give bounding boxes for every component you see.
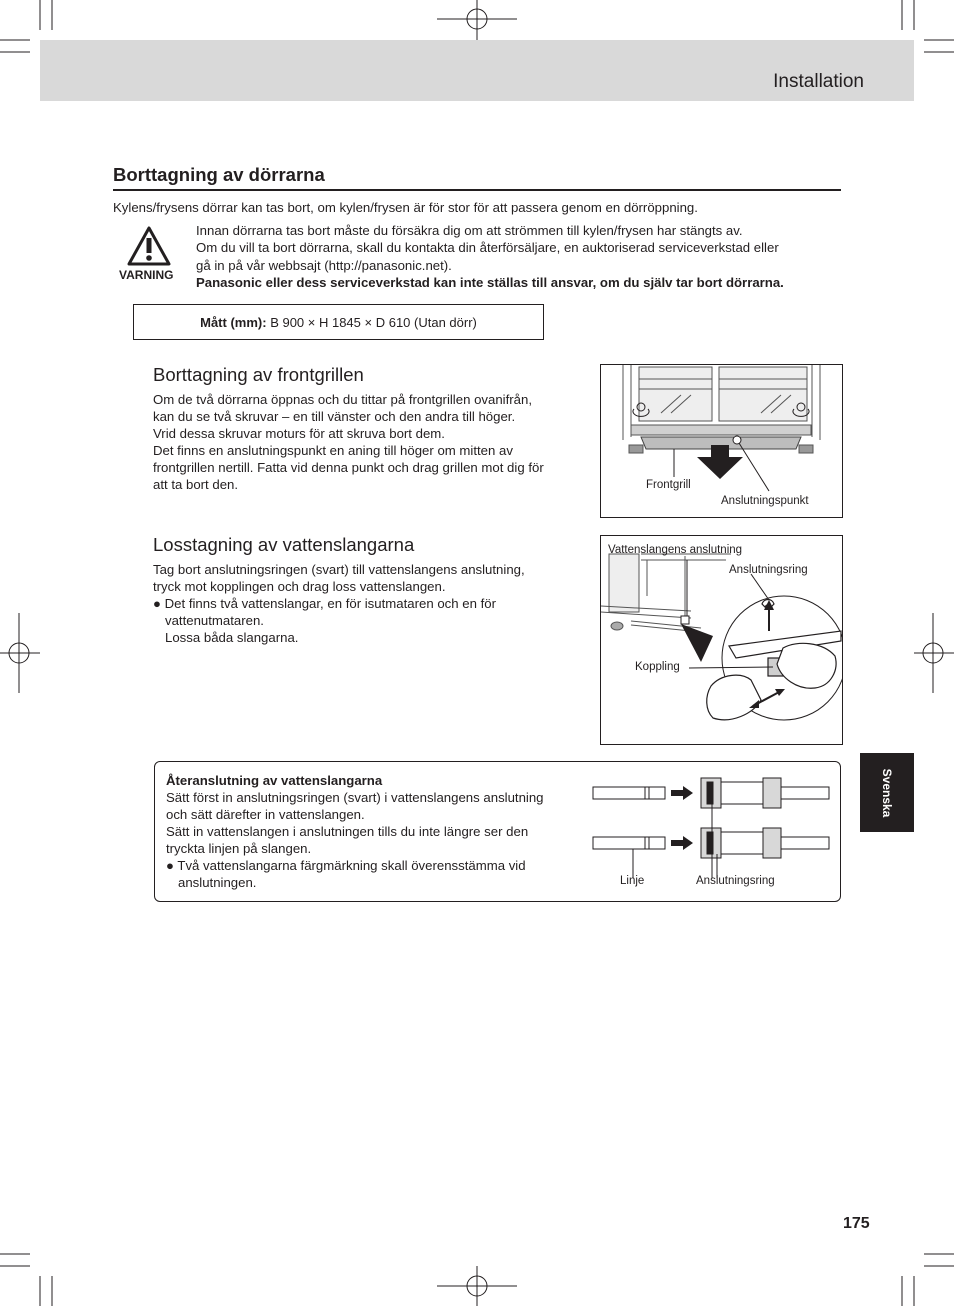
- warning-text: [196, 222, 841, 291]
- warning-line: Innan dörrarna tas bort måste du försäkra dig om att strömmen till kylen/frysen har stängts av.: [196, 223, 743, 238]
- warning-line: Om du vill ta bort dörrarna, skall du kontakta din återförsäljare, en auktoriserad serviceverkstad eller: [196, 240, 779, 256]
- header-title: Installation: [773, 71, 864, 92]
- warning-line: gå in på vår webbsajt (http://panasonic.net).: [196, 257, 452, 273]
- hoses-bullet: ● Det finns två vattenslangar, en för isutmataren och en för: [153, 596, 496, 611]
- note-bullet: ● Två vattenslangarna färgmärkning skall överensstämma vid: [166, 858, 526, 873]
- note-line: Sätt in vattenslangen i anslutningen tills du inte längre ser den: [166, 824, 529, 839]
- hoses-title: Losstagning av vattenslangarna: [153, 534, 415, 555]
- frontgrill-label: Frontgrill: [646, 479, 691, 491]
- hose-connection-label: Vattenslangens anslutning: [608, 544, 743, 556]
- section-title: Borttagning av dörrarna: [113, 164, 325, 185]
- frontgrill-line: Om de två dörrarna öppnas och du tittar på frontgrillen ovanifrån,: [153, 392, 532, 407]
- page-number: 175: [843, 1215, 870, 1232]
- frontgrill-line: att ta bort den.: [153, 477, 239, 492]
- note-line: Sätt först in anslutningsringen (svart) i vattenslangens anslutning: [166, 790, 544, 805]
- line-label: Linje: [620, 875, 645, 887]
- hoses-line: tryck mot kopplingen och drag loss vattenslangen.: [153, 579, 446, 594]
- language-tab: [860, 753, 914, 832]
- note-line: tryckta linjen på slangen.: [166, 841, 312, 856]
- coupling-label: Koppling: [635, 661, 680, 673]
- warning-line-bold: Panasonic eller dess serviceverkstad kan inte ställas till ansvar, om du själv tar bort dörrarna.: [196, 274, 784, 290]
- note-text: [166, 789, 544, 891]
- hoses-bullet-cont: vattenutmataren.: [165, 613, 264, 628]
- frontgrill-line: Det finns en anslutningspunkt en aning till höger om mitten av: [153, 443, 513, 458]
- frontgrill-line: kan du se två skruvar – en till vänster och den andra till höger.: [153, 409, 516, 424]
- note-bullet-cont: anslutningen.: [178, 875, 257, 890]
- connection-point-label: Anslutningspunkt: [721, 495, 809, 507]
- hoses-bullet-cont: Lossa båda slangarna.: [165, 630, 299, 645]
- section-intro: Kylens/frysens dörrar kan tas bort, om kylen/frysen är för stor för att passera genom en dörröppning.: [113, 200, 698, 215]
- hoses-figure: [600, 535, 843, 745]
- note-ring-label: Anslutningsring: [696, 875, 775, 887]
- reconnection-illustration: [591, 770, 831, 882]
- hoses-line: Tag bort anslutningsringen (svart) till vattenslangens anslutning,: [153, 562, 525, 577]
- connection-ring-label: Anslutningsring: [729, 564, 808, 576]
- note-line: och sätt därefter in vattenslangen.: [166, 807, 365, 822]
- note-title: Återanslutning av vattenslangarna: [166, 773, 383, 788]
- reconnection-note: [154, 761, 841, 902]
- dimensions-value: B 900 × H 1845 × D 610 (Utan dörr): [270, 314, 477, 330]
- dimensions-label: Mått (mm):: [200, 314, 267, 330]
- frontgrill-text: [153, 391, 544, 493]
- warning-triangle-icon: [127, 225, 171, 267]
- frontgrill-title: Borttagning av frontgrillen: [153, 364, 364, 385]
- section-title-rule: [113, 189, 841, 191]
- frontgrill-line: frontgrillen nertill. Fatta vid denna punkt och drag grillen mot dig för: [153, 460, 544, 475]
- language-tab-label: Svenska: [880, 768, 894, 817]
- dimensions-box: [133, 304, 544, 340]
- hoses-text: [153, 561, 525, 646]
- warning-label: VARNING: [119, 268, 174, 282]
- frontgrill-line: Vrid dessa skruvar moturs för att skruva bort dem.: [153, 426, 445, 441]
- frontgrill-figure: [600, 364, 843, 518]
